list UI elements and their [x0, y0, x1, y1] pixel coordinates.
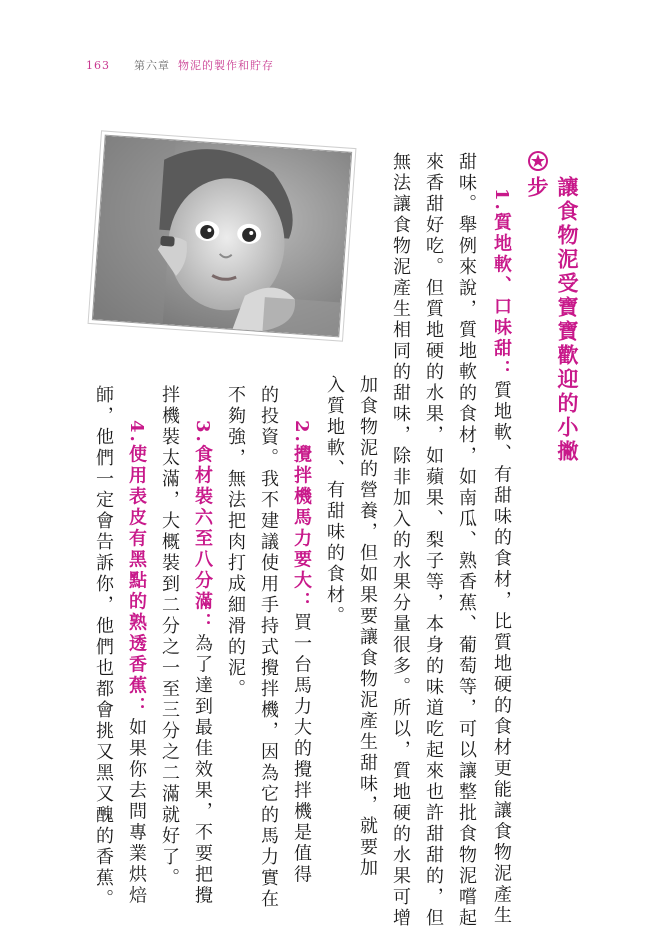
item-1-line-4: 無法讓食物泥產生相同的甜味，除非加入的水果分量很多。所以，質地硬的水果可增 — [390, 152, 411, 929]
item-2-line-2: 的投資。我不建議使用手持式攪拌機，因為它的馬力實在 — [258, 385, 279, 910]
item-2-line-3: 不夠強，無法把肉打成細滑的泥。 — [225, 385, 246, 700]
item-4-line-1: 4.使用表皮有黑點的熟透香蕉：如果你去問專業烘焙 — [126, 420, 147, 907]
item-3-line-2: 拌機裝太滿，大概裝到二分之一至三分之二滿就好了。 — [159, 385, 180, 889]
running-header — [86, 57, 274, 73]
item-2-lead: 2.攪拌機馬力要大： — [291, 420, 312, 613]
toddler-photo-image — [93, 136, 351, 337]
item-1-line-3: 來香甜好吃。但質地硬的水果，如蘋果、梨子等，本身的味道吃起來也許甜甜的，但 — [423, 152, 444, 929]
item-1-lead: 1.質地軟、口味甜： — [491, 188, 512, 381]
section-title: 讓食物泥受寶寶歡迎的小撇步 — [525, 176, 579, 464]
item-3-line-1: 3.食材裝六至八分滿：為了達到最佳效果，不要把攪 — [192, 420, 213, 907]
page-number: 163 — [86, 59, 110, 72]
item-3-lead: 3.食材裝六至八分滿： — [192, 420, 213, 634]
chapter-label: 第六章 — [134, 59, 170, 72]
item-1-line-2: 甜味。舉例來說，質地軟的食材，如南瓜、熟香蕉、葡萄等，可以讓整批食物泥嚐起 — [456, 152, 477, 929]
item-4-line-2: 師，他們一定會告訴你，他們也都會挑又黑又醜的香蕉。 — [93, 385, 114, 910]
item-1-line-6: 入質地軟、有甜味的食材。 — [324, 375, 345, 627]
item-2-line-1: 2.攪拌機馬力要大：買一台馬力大的攪拌機是值得 — [291, 420, 312, 886]
star-badge-icon — [527, 150, 549, 172]
section-heading — [522, 150, 579, 464]
toddler-photo — [92, 135, 352, 338]
item-1-line-5: 加食物泥的營養，但如果要讓食物泥產生甜味，就要加 — [357, 375, 378, 879]
chapter-title: 物泥的製作和貯存 — [178, 59, 274, 72]
item-4-lead: 4.使用表皮有黑點的熟透香蕉： — [126, 420, 147, 718]
item-1-line-1: 1.質地軟、口味甜：質地軟、有甜味的食材，比質地硬的食材更能讓食物泥產生 — [491, 188, 512, 927]
